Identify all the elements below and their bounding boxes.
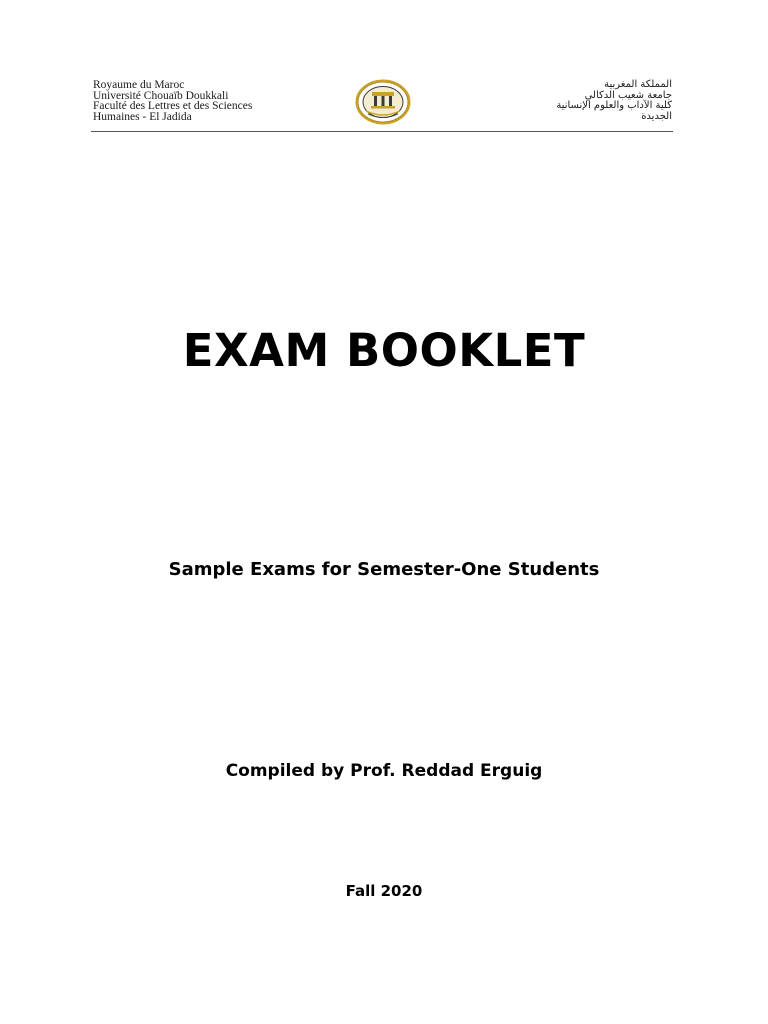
document-date: Fall 2020 xyxy=(345,882,423,900)
institution-ar-line-2: جامعة شعيب الدكالي xyxy=(584,89,672,101)
university-seal-icon xyxy=(354,79,412,125)
university-seal-graphic xyxy=(354,79,412,125)
compiled-by: Compiled by Prof. Reddad Erguig xyxy=(225,761,543,781)
institution-line-3: Faculté des Lettres et des Sciences xyxy=(93,100,253,113)
institution-line-1: Royaume du Maroc xyxy=(93,79,185,91)
header-divider xyxy=(91,131,673,132)
institution-ar-line-4: الجديدة xyxy=(641,110,672,122)
institution-name-arabic xyxy=(556,80,672,122)
document-subtitle: Sample Exams for Semester-One Students xyxy=(168,559,600,580)
letterhead xyxy=(0,0,768,140)
institution-name-french xyxy=(93,80,252,122)
institution-ar-line-1: المملكة المغربية xyxy=(604,79,672,90)
institution-line-2: Université Chouaïb Doukkali xyxy=(93,89,229,102)
document-title: EXAM BOOKLET xyxy=(182,324,586,377)
institution-ar-line-3: كلية الآداب والعلوم الإنسانية xyxy=(556,100,672,112)
institution-line-4: Humaines - El Jadida xyxy=(93,110,192,123)
